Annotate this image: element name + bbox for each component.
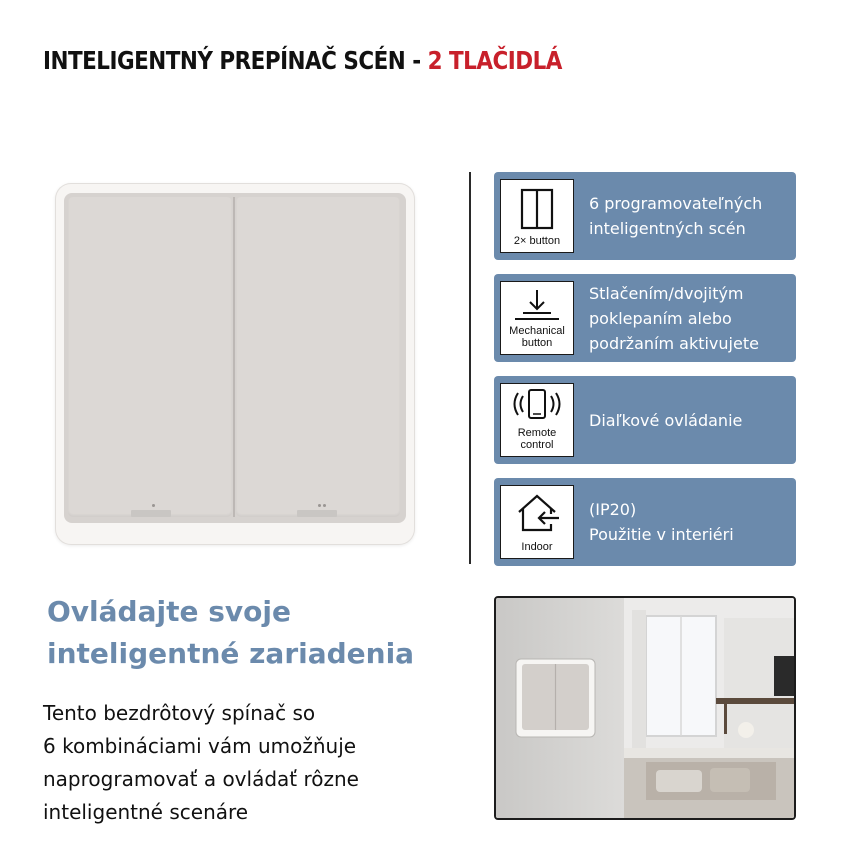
- feature-icon-label: Remote control: [517, 427, 557, 451]
- led-indicator-left: [152, 504, 155, 507]
- feature-icon-label: 2× button: [513, 235, 561, 247]
- switch-tab-right: [297, 510, 337, 517]
- led-indicator-right-2: [323, 504, 326, 507]
- feature-text: Stlačením/dvojitým poklepaním alebo podržaním aktivujete: [589, 283, 759, 353]
- page-title: [43, 46, 562, 75]
- title-accent: 2 TLAČIDLÁ: [427, 46, 562, 75]
- vertical-divider: [469, 172, 471, 564]
- feature-card-scenes: [494, 172, 796, 260]
- feature-text: Diaľkové ovládanie: [589, 410, 743, 430]
- product-switch-image: [55, 183, 415, 545]
- led-indicator-right-1: [318, 504, 321, 507]
- headline: Ovládajte svoje inteligentné zariadenia: [47, 595, 415, 670]
- feature-icon-box: [500, 383, 574, 457]
- switch-inner-plate: [64, 193, 406, 523]
- feature-card-mechanical: [494, 274, 796, 362]
- feature-text: (IP20) Použitie v interiéri: [589, 500, 734, 544]
- feature-card-remote: [494, 376, 796, 464]
- switch-tab-left: [131, 510, 171, 517]
- bedroom-scene-image: [496, 598, 794, 818]
- room-photo: [494, 596, 796, 820]
- feature-icon-box: [500, 281, 574, 355]
- switch-rocker-left: [68, 197, 232, 517]
- feature-icon-label: Indoor: [521, 541, 553, 553]
- switch-frame: [55, 183, 415, 545]
- feature-icon-box: [500, 485, 574, 559]
- feature-icon-box: [500, 179, 574, 253]
- title-main: INTELIGENTNÝ PREPÍNAČ SCÉN -: [43, 46, 428, 75]
- description: Tento bezdrôtový spínač so 6 kombináciami vám umožňuje naprogramovať a ovládať rôzne inteligentné scenáre: [43, 701, 359, 824]
- switch-divider: [233, 197, 235, 517]
- feature-icon-label: Mechanical button: [509, 325, 565, 349]
- feature-card-indoor: [494, 478, 796, 566]
- feature-text: 6 programovateľných inteligentných scén: [589, 194, 763, 238]
- switch-rocker-right: [236, 197, 400, 517]
